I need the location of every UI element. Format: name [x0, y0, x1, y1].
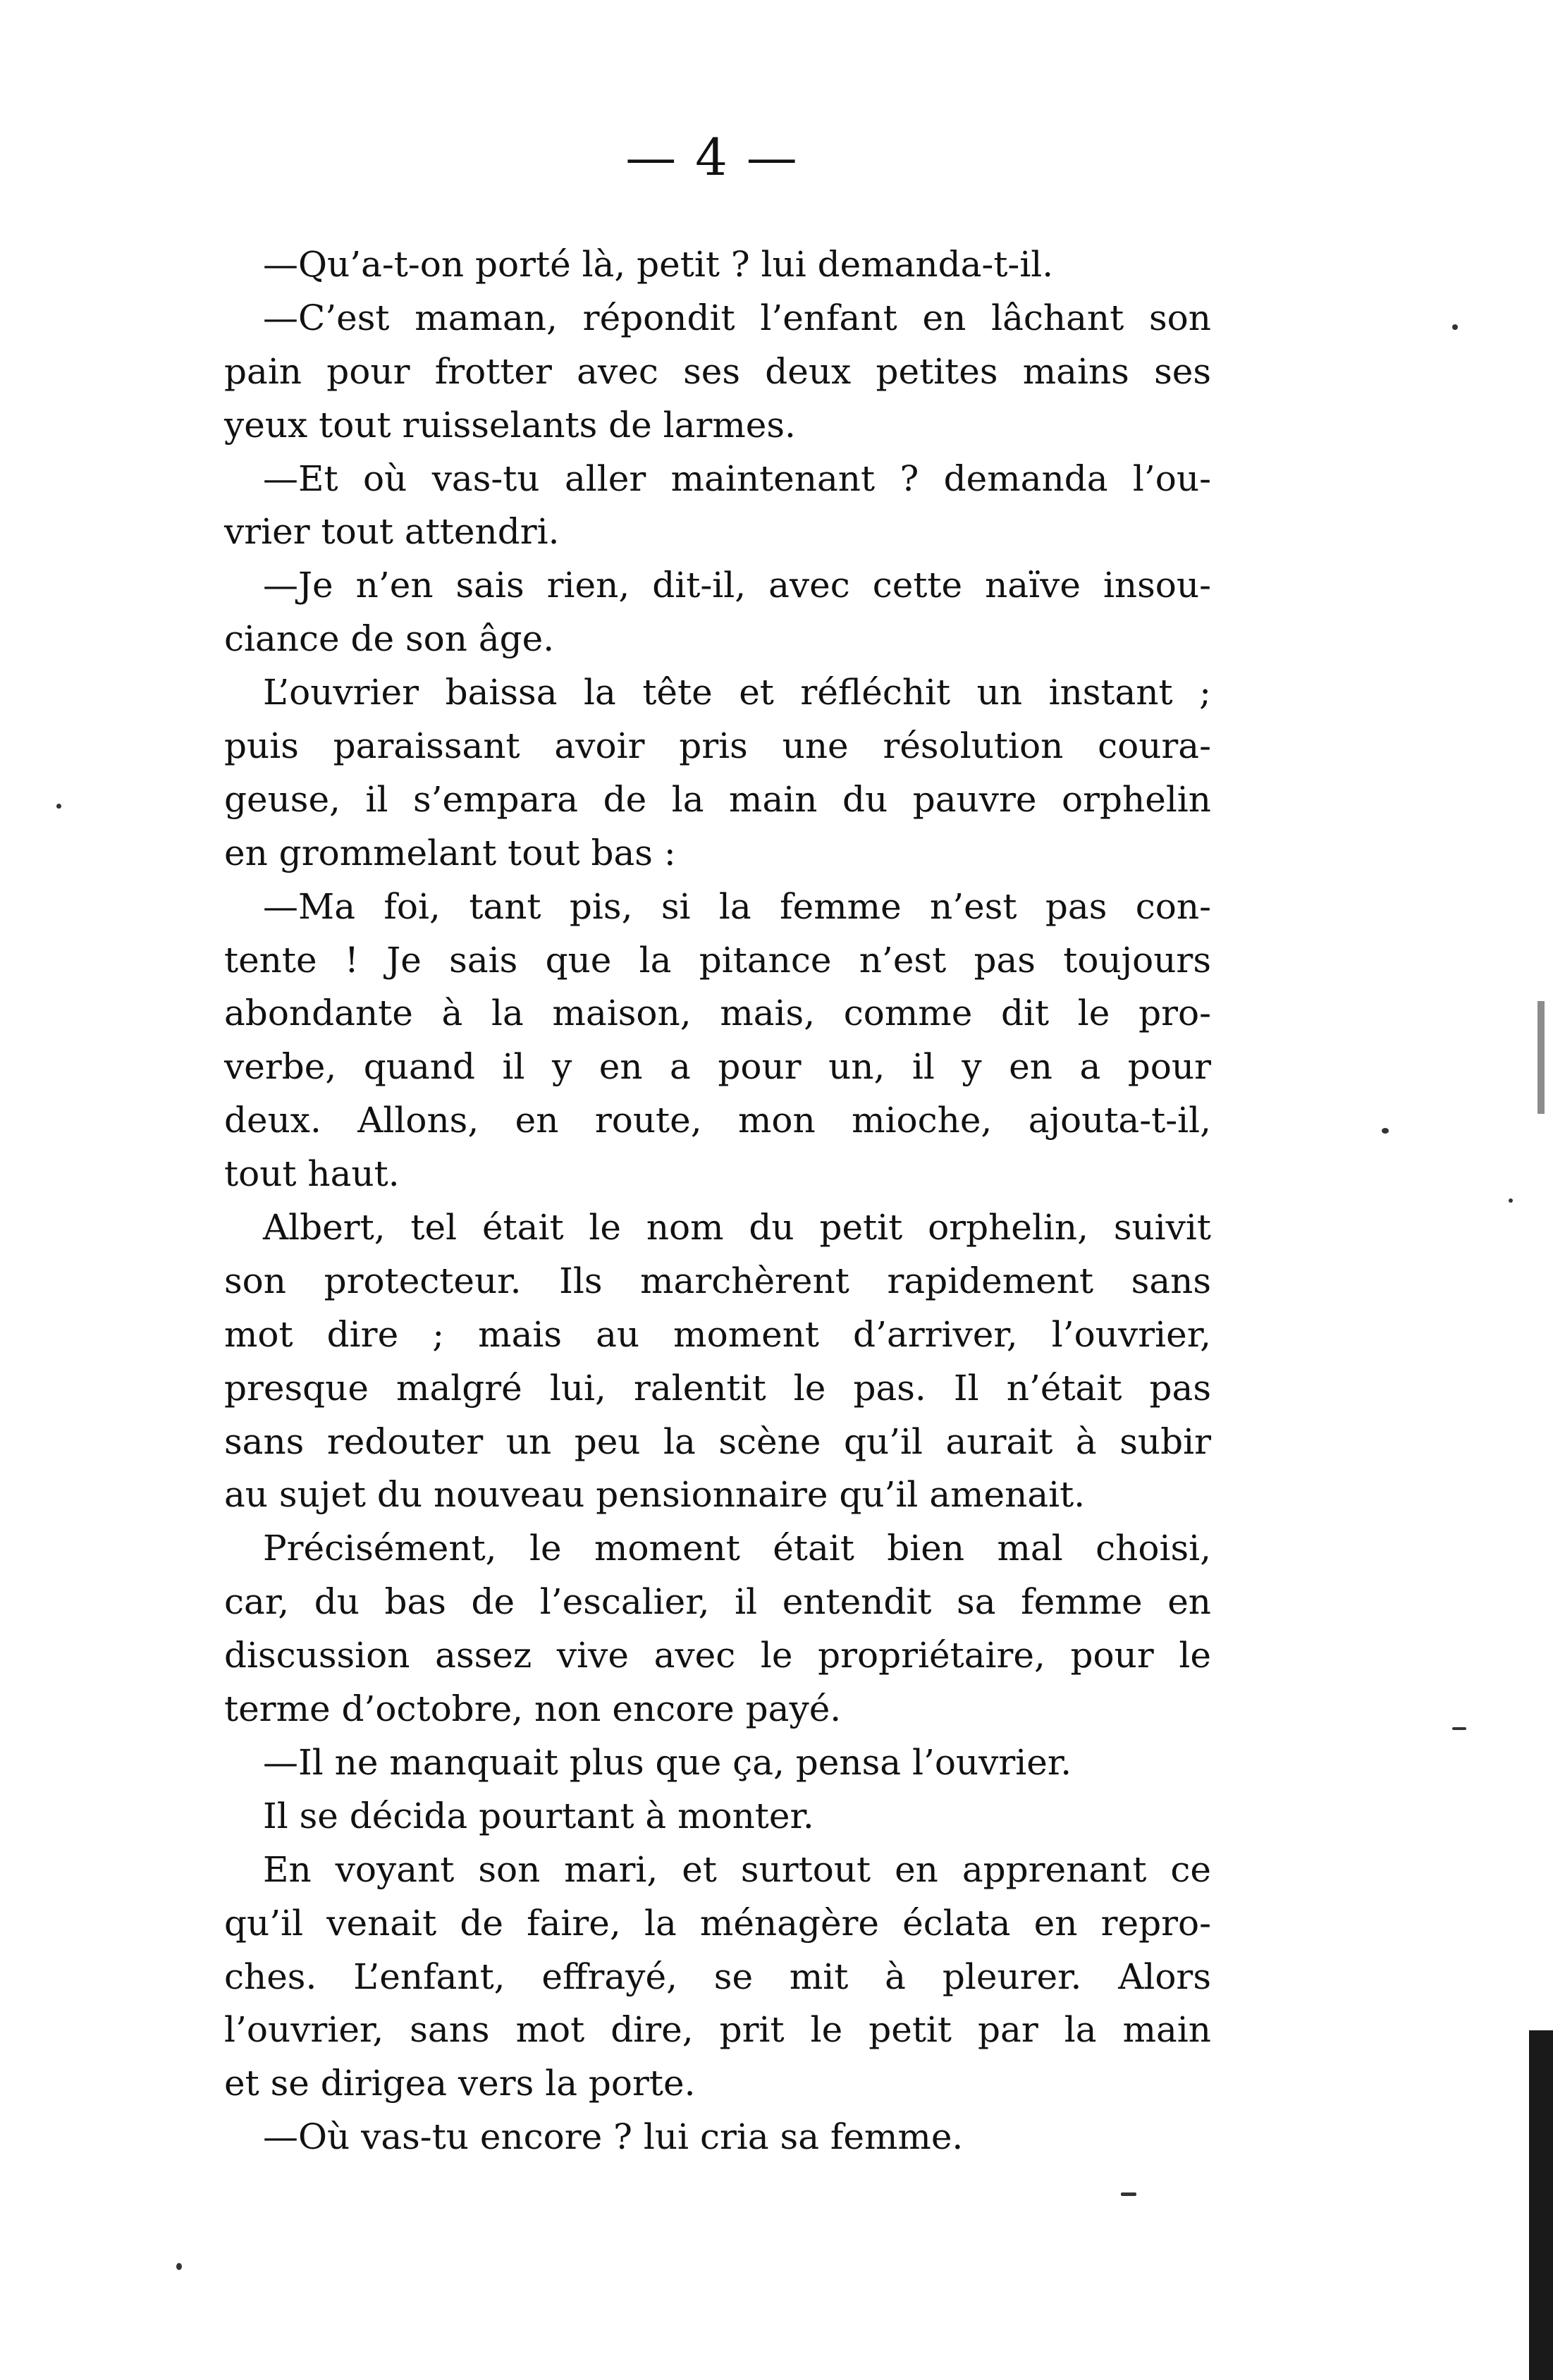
text-line: —C’est maman, répondit l’enfant en lâchant son [263, 297, 1211, 338]
text-line: en grommelant tout bas : [224, 832, 676, 873]
text-line: verbe, quand il y en a pour un, il y en a pour [224, 1046, 1211, 1088]
scan-speck [56, 804, 61, 809]
text-line: au sujet du nouveau pensionnaire qu’il amenait. [224, 1474, 1086, 1516]
text-line: L’ouvrier baissa la tête et réfléchit un instant ; [263, 672, 1211, 713]
text-line: terme d’octobre, non encore payé. [224, 1688, 842, 1730]
text-line: —Ma foi, tant pis, si la femme n’est pas con- [263, 885, 1211, 927]
text-line: yeux tout ruisselants de larmes. [224, 404, 796, 446]
text-line: presque malgré lui, ralentit le pas. Il n’était pas [224, 1367, 1211, 1409]
text-line: —Il ne manquait plus que ça, pensa l’ouvrier. [263, 1741, 1072, 1783]
text-line: —Je n’en sais rien, dit-il, avec cette naïve insou- [263, 565, 1211, 606]
body-text [224, 238, 1211, 2164]
text-line: tente ! Je sais que la pitance n’est pas toujours [224, 939, 1211, 981]
scan-speck [1452, 1727, 1466, 1730]
text-line: deux. Allons, en route, mon mioche, ajouta-t-il, [224, 1100, 1211, 1141]
text-line: l’ouvrier, sans mot dire, prit le petit par la main [224, 2009, 1211, 2051]
text-line: mot dire ; mais au moment d’arriver, l’ouvrier, [224, 1313, 1211, 1355]
scan-speck [1382, 1128, 1389, 1134]
page-number: — 4 — [625, 128, 799, 187]
text-line: Il se décida pourtant à monter. [263, 1795, 814, 1836]
text-line: —Où vas-tu encore ? lui cria sa femme. [263, 2116, 964, 2158]
text-line: —Qu’a-t-on porté là, petit ? lui demanda-t-il. [263, 244, 1054, 285]
text-line: puis paraissant avoir pris une résolution coura- [224, 725, 1211, 767]
text-line: En voyant son mari, et surtout en apprenant ce [263, 1848, 1211, 1890]
text-line: discussion assez vive avec le propriétaire, pour le [224, 1635, 1211, 1676]
text-line: vrier tout attendri. [224, 511, 560, 553]
scan-speck [1452, 324, 1458, 330]
scan-edge-shadow [1537, 1001, 1545, 1114]
text-line: abondante à la maison, mais, comme dit le pro- [224, 993, 1211, 1034]
scan-speck [1509, 1198, 1513, 1203]
text-line: son protecteur. Ils marchèrent rapidement sans [224, 1260, 1211, 1301]
text-line: —Et où vas-tu aller maintenant ? demanda l’ou- [263, 458, 1211, 499]
scan-edge-shadow [1529, 2030, 1553, 2380]
scan-speck [176, 2263, 182, 2270]
text-line: qu’il venait de faire, la ménagère éclata en repro- [224, 1902, 1211, 1944]
text-line: Précisément, le moment était bien mal choisi, [263, 1528, 1211, 1569]
text-line: ches. L’enfant, effrayé, se mit à pleurer. Alors [224, 1956, 1211, 1997]
text-line: tout haut. [224, 1153, 400, 1195]
text-line: pain pour frotter avec ses deux petites mains ses [224, 350, 1211, 392]
text-line: sans redouter un peu la scène qu’il aurait à subir [224, 1421, 1211, 1462]
scan-speck [1121, 2192, 1136, 2196]
text-line: geuse, il s’empara de la main du pauvre orphelin [224, 778, 1211, 820]
text-line: car, du bas de l’escalier, il entendit sa femme en [224, 1581, 1211, 1623]
text-line: Albert, tel était le nom du petit orphelin, suivit [263, 1207, 1211, 1249]
text-line: et se dirigea vers la porte. [224, 2063, 696, 2104]
text-line: ciance de son âge. [224, 618, 555, 660]
